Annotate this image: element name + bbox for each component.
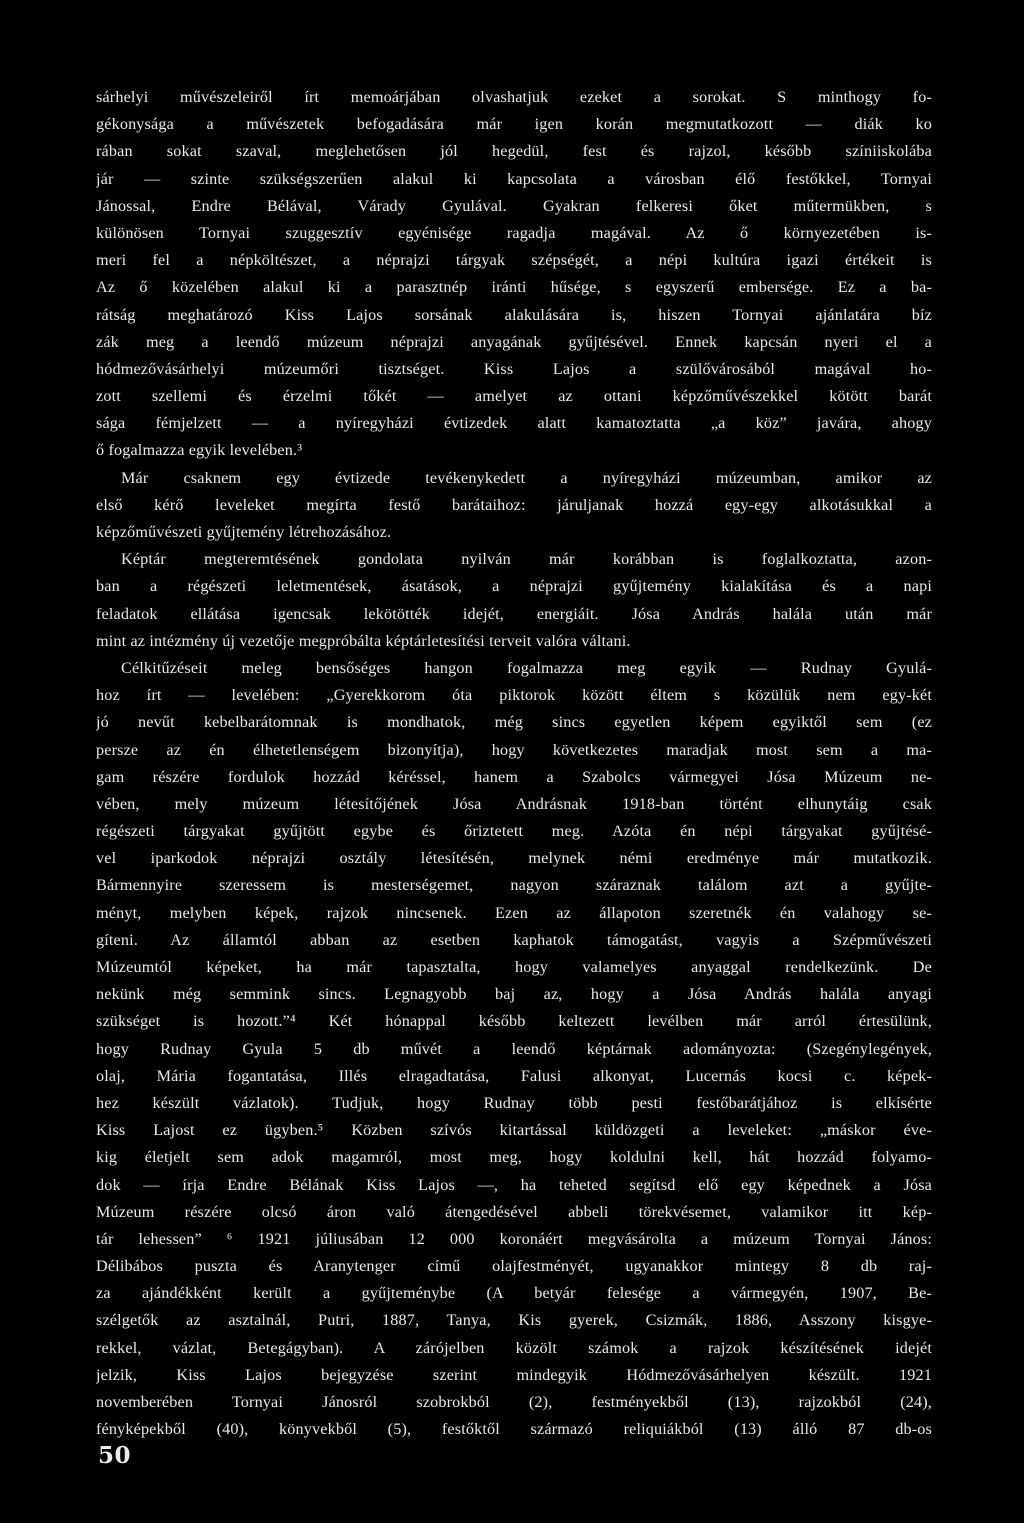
text-line: ő fogalmazza egyik levelében.³	[96, 441, 303, 460]
text-line: nekünk még semmink sincs. Legnagyobb baj az, hogy a Jósa András halála anyagi	[96, 985, 932, 1004]
paragraph-3	[96, 546, 932, 655]
text-line: jelzik, Kiss Lajos bejegyzése szerint mindegyik Hódmezővásárhelyen készült. 1921	[96, 1365, 932, 1384]
text-line: hoz írt — levelében: „Gyerekkorom óta piktorok között éltem s közülük nem egy-két	[96, 686, 932, 705]
page-number: 50	[98, 1442, 132, 1469]
text-line: zák meg a leendő múzeum néprajzi anyagának gyűjtésével. Ennek kapcsán nyeri el a	[96, 332, 932, 351]
text-line: fényképekből (40), könyvekből (5), festőktől származó reliquiákból (13) álló 87 db-os	[96, 1420, 932, 1439]
text-line: hódmezővásárhelyi múzeumőri tisztséget. Kiss Lajos a szülővárosából magával ho-	[96, 359, 932, 378]
text-line: régészeti tárgyakat gyűjtött egybe és őriztetett meg. Azóta én népi tárgyakat gyűjtésé-	[96, 822, 932, 841]
text-line: Délibábos puszta és Aranytenger című olajfestményét, ugyanakkor mintegy 8 db raj-	[96, 1257, 932, 1276]
text-line: Jánossal, Endre Bélával, Várady Gyulával. Gyakran felkeresi őket műtermükben, s	[96, 196, 932, 215]
paragraph-4	[96, 655, 932, 1443]
text-line: első kérő leveleket megírta festő barátaihoz: járuljanak hozzá egy-egy alkotásukkal a	[96, 495, 932, 514]
page-text	[96, 84, 932, 1443]
text-line: sárhelyi művészeleiről írt memoárjában olvashatjuk ezeket a sorokat. S minthogy fo-	[96, 88, 932, 106]
text-line: ményt, melyben képek, rajzok nincsenek. Ezen az állapoton szeretnék én valahogy se-	[96, 903, 932, 922]
text-line: képzőművészeti gyűjtemény létrehozásához.	[96, 523, 392, 541]
text-line: persze az én élhetetlenségem bizonyítja), hogy következetes maradjak most sem a ma-	[96, 740, 932, 759]
text-line: kig életjelt sem adok magamról, most meg, hogy koldulni kell, hát hozzád folyamo-	[96, 1148, 932, 1167]
text-line: Bármennyire szeressem is mesterségemet, nagyon száraznak találom azt a gyűjte-	[96, 876, 932, 895]
text-line: szélgetők az asztalnál, Putri, 1887, Tanya, Kis gyerek, Csizmák, 1886, Asszony kisgye-	[96, 1311, 932, 1330]
text-line: Az ő közelében alakul ki a parasztnép iránti hűsége, s egyszerű embersége. Ez a ba-	[96, 278, 932, 297]
text-line: hogy Rudnay Gyula 5 db művét a leendő képtárnak adományozta: (Szegénylegények,	[96, 1039, 932, 1058]
text-line: meri fel a népköltészet, a néprajzi tárgyak szépségét, a népi kultúra igazi értékeit is	[96, 251, 932, 270]
text-line: Már csaknem egy évtizede tevékenykedett a nyíregyházi múzeumban, amikor az	[121, 468, 932, 487]
text-line: Célkitűzéseit meleg bensőséges hangon fogalmazza meg egyik — Rudnay Gyulá-	[121, 658, 932, 677]
text-line: rában sokat szaval, meglehetősen jól hegedül, fest és rajzol, később színiiskolába	[96, 142, 932, 161]
text-line: feladatok ellátása igencsak lekötötték idejét, energiáit. Jósa András halála után már	[96, 604, 932, 623]
text-line: ban a régészeti leletmentések, ásatások, a néprajzi gyűjtemény kialakítása és a napi	[96, 577, 932, 596]
text-line: sága fémjelzett — a nyíregyházi évtizedek alatt kamatoztatta „a köz” javára, ahogy	[96, 414, 932, 433]
text-line: zott szellemi és érzelmi tőkét — amelyet az ottani képzőművészekkel kötött barát	[96, 387, 932, 406]
text-line: Kiss Lajost ez ügyben.⁵ Közben szívós kitartással küldözgeti a leveleket: „máskor éve-	[96, 1121, 932, 1140]
text-line: Képtár megteremtésének gondolata nyilván már korábban is foglalkoztatta, azon-	[121, 550, 932, 569]
text-line: gíteni. Az államtól abban az esetben kaphatok támogatást, vagyis a Szépművészeti	[96, 930, 932, 949]
text-line: Múzeum részére olcsó áron való átengedésével abbeli törekvésemet, valamikor itt kép-	[96, 1202, 932, 1221]
text-line: mint az intézmény új vezetője megpróbálta képtárletesítési terveit valóra váltani.	[96, 631, 631, 650]
text-line: jó nevűt kebelbarátomnak is mondhatok, még sincs egyetlen képem egyiktől sem (ez	[96, 713, 932, 732]
text-line: különösen Tornyai szuggesztív egyénisége ragadja magával. Az ő környezetében is-	[96, 223, 932, 242]
text-line: dok — írja Endre Bélának Kiss Lajos —, ha teheted segítsd elő egy képednek a Jósa	[96, 1175, 932, 1194]
text-line: novemberében Tornyai Jánosról szobrokból (2), festményekből (13), rajzokból (24),	[96, 1393, 932, 1411]
text-line: jár — szinte szükségszerűen alakul ki kapcsolata a városban élő festőkkel, Tornyai	[96, 169, 932, 188]
text-line: rekkel, vázlat, Betegágyban). A zárójelben közölt számok a rajzok készítésének idejét	[96, 1338, 932, 1357]
text-line: rátság meghatározó Kiss Lajos sorsának alakulására is, hiszen Tornyai ajánlatára bíz	[96, 305, 932, 324]
paragraph-2	[96, 465, 932, 547]
text-line: gékonysága a művészetek befogadására már igen korán megmutatkozott — diák ko	[96, 115, 932, 134]
text-line: Múzeumtól képeket, ha már tapasztalta, hogy valamelyes anyaggal rendelkezünk. De	[96, 958, 932, 976]
text-line: hez készült vázlatok). Tudjuk, hogy Rudnay több pesti festőbarátjához is elkísérte	[96, 1093, 932, 1112]
text-line: szükséget is hozott.”⁴ Két hónappal később keltezett levélben már arról értesülünk,	[96, 1012, 932, 1031]
text-line: za ajándékként került a gyűjteménybe (A betyár felesége a vármegyén, 1907, Be-	[96, 1284, 932, 1303]
text-line: olaj, Mária fogantatása, Illés elragadtatása, Falusi alkonyat, Lucernás kocsi c. képek-	[96, 1066, 932, 1085]
text-line: vében, mely múzeum létesítőjének Jósa Andrásnak 1918-ban történt elhunytáig csak	[96, 794, 932, 813]
text-line: gam részére fordulok hozzád kéréssel, hanem a Szabolcs vármegyei Jósa Múzeum ne-	[96, 767, 932, 786]
text-line: tár lehessen” ⁶ 1921 júliusában 12 000 koronáért megvásárolta a múzeum Tornyai János:	[96, 1229, 932, 1248]
paragraph-1	[96, 84, 932, 465]
text-line: vel iparkodok néprajzi osztály létesítésén, melynek némi eredménye már mutatkozik.	[96, 849, 932, 868]
